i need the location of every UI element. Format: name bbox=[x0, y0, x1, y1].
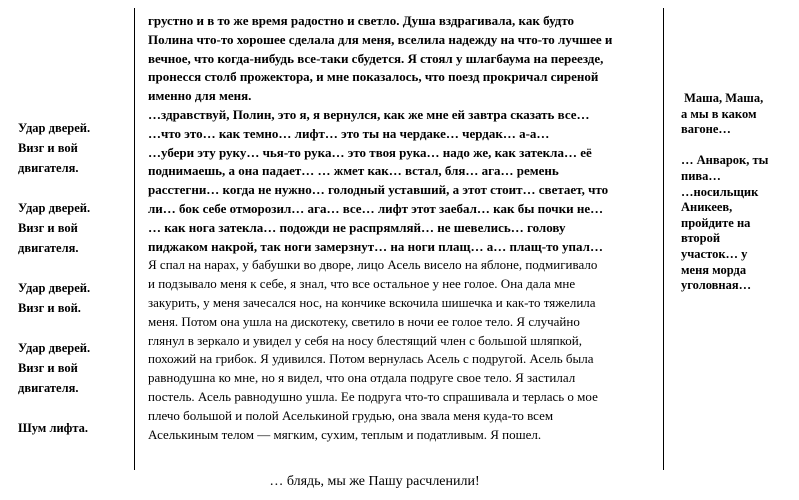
right-voices-column bbox=[681, 91, 791, 309]
text-line: второй bbox=[681, 231, 721, 246]
text-line: …убери эту руку… чья-то рука… это твоя рука… надо же, как затекла… её bbox=[148, 144, 592, 160]
right-column-divider bbox=[663, 8, 664, 470]
text-line: Удар дверей. bbox=[18, 281, 91, 295]
right-text-block bbox=[681, 91, 791, 138]
text-line: Маша, Маша, bbox=[681, 91, 764, 105]
text-line: Полина что-то хорошее сделала для меня, вселила надежду на что-то лучшее и bbox=[148, 31, 613, 47]
text-line: а мы в каком bbox=[681, 106, 757, 121]
text-line: Я спал на нарах, у бабушки во дворе, лицо Асель висело на яблоне, подмигивало bbox=[148, 257, 598, 273]
text-line: …носильщик bbox=[681, 184, 759, 199]
text-line: Аселькиным телом — мягким, сухим, теплым и податливым. Я пошел. bbox=[148, 426, 542, 442]
text-line: и подзывало меня к себе, я знал, что все остальное у нее голое. Она дала мне bbox=[148, 276, 576, 292]
footer-line: … блядь, мы же Пашу расчленили! bbox=[269, 474, 480, 489]
left-text-block bbox=[18, 198, 90, 258]
text-line: уголовная… bbox=[681, 278, 752, 293]
text-line: расстегни… когда не нужно… голодный уставший, а этот стоит… светает, что bbox=[148, 182, 609, 198]
text-line: Визг и вой bbox=[18, 361, 78, 375]
text-line: равнодушна ко мне, но я видел, что она отдала подруге свое тело. Я застилал bbox=[148, 370, 576, 386]
left-text-block bbox=[18, 418, 90, 438]
text-line: … как нога затекла… подожди не распрямляй… не шевелись… голову bbox=[148, 219, 566, 235]
text-line: Шум лифта. bbox=[18, 421, 88, 435]
left-column-divider bbox=[134, 8, 135, 470]
text-line: двигателя. bbox=[18, 381, 79, 395]
text-line: …что это… как темно… лифт… это ты на чердаке… чердак… а-а… bbox=[148, 125, 550, 141]
text-line: Удар дверей. bbox=[18, 341, 91, 355]
text-line: глянул в зеркало и увидел у себя на носу блестящий член с большой шляпкой, bbox=[148, 332, 582, 348]
left-sound-column bbox=[18, 118, 90, 458]
text-line: Визг и вой bbox=[18, 141, 78, 155]
text-line: Удар дверей. bbox=[18, 121, 91, 135]
text-line: плечо большой и полой Аселькиной грудью, она звала меня куда-то всем bbox=[148, 407, 554, 423]
text-line: пива… bbox=[681, 168, 721, 183]
text-line: пронесся столб прожектора, и мне показалось, что поезд прокричал сиреной bbox=[148, 69, 599, 85]
text-line: Визг и вой bbox=[18, 221, 78, 235]
text-line: вагоне… bbox=[681, 122, 731, 137]
text-line: меня морда bbox=[681, 262, 747, 277]
text-line: грустно и в то же время радостно и светло. Душа вздрагивала, как будто bbox=[148, 13, 575, 28]
text-line: закурить, у меня зачесался нос, на кончике вскочила шишечка и как-то тяжелила bbox=[148, 294, 596, 310]
main-text-column bbox=[148, 12, 658, 444]
text-line: пиджаком накрой, так ноги замерзнут… на ноги плащ… а… плащ-то упал… bbox=[148, 238, 603, 254]
text-line: двигателя. bbox=[18, 241, 79, 255]
text-line: меня. Потом она ушла на дискотеку, светило в ночи ее голое тело. Я случайно bbox=[148, 313, 580, 329]
text-line: участок… у bbox=[681, 246, 748, 261]
left-text-block bbox=[18, 338, 90, 398]
text-line: поднимаешь, а она падает… … жмет как… встал, бля… ага… ремень bbox=[148, 163, 559, 179]
text-line: Аникеев, bbox=[681, 200, 733, 215]
text-line: двигателя. bbox=[18, 161, 79, 175]
left-text-block bbox=[18, 118, 90, 178]
left-text-block bbox=[18, 278, 90, 318]
text-line: Визг и вой. bbox=[18, 301, 81, 315]
right-text-block bbox=[681, 153, 791, 293]
text-line: вечное, что когда-нибудь все-таки сбудется. Я стоял у шлагбаума на переезде, bbox=[148, 50, 604, 66]
text-line: именно для меня. bbox=[148, 88, 252, 104]
text-line: ли… бок себе отморозил… ага… все… лифт этот заебал… как бы почки не… bbox=[148, 200, 604, 216]
text-line: …здравствуй, Полин, это я, я вернулся, как же мне ей завтра сказать все… bbox=[148, 106, 590, 122]
text-line: … Анварок, ты bbox=[681, 153, 769, 168]
text-line: похожий на грибок. Я удивился. Потом вернулась Асель с подругой. Асель была bbox=[148, 351, 594, 367]
text-line: Удар дверей. bbox=[18, 201, 91, 215]
text-line: постель. Асель равнодушно ушла. Ее подруга что-то спрашивала и терлась о мое bbox=[148, 388, 598, 404]
text-line: пройдите на bbox=[681, 215, 751, 230]
